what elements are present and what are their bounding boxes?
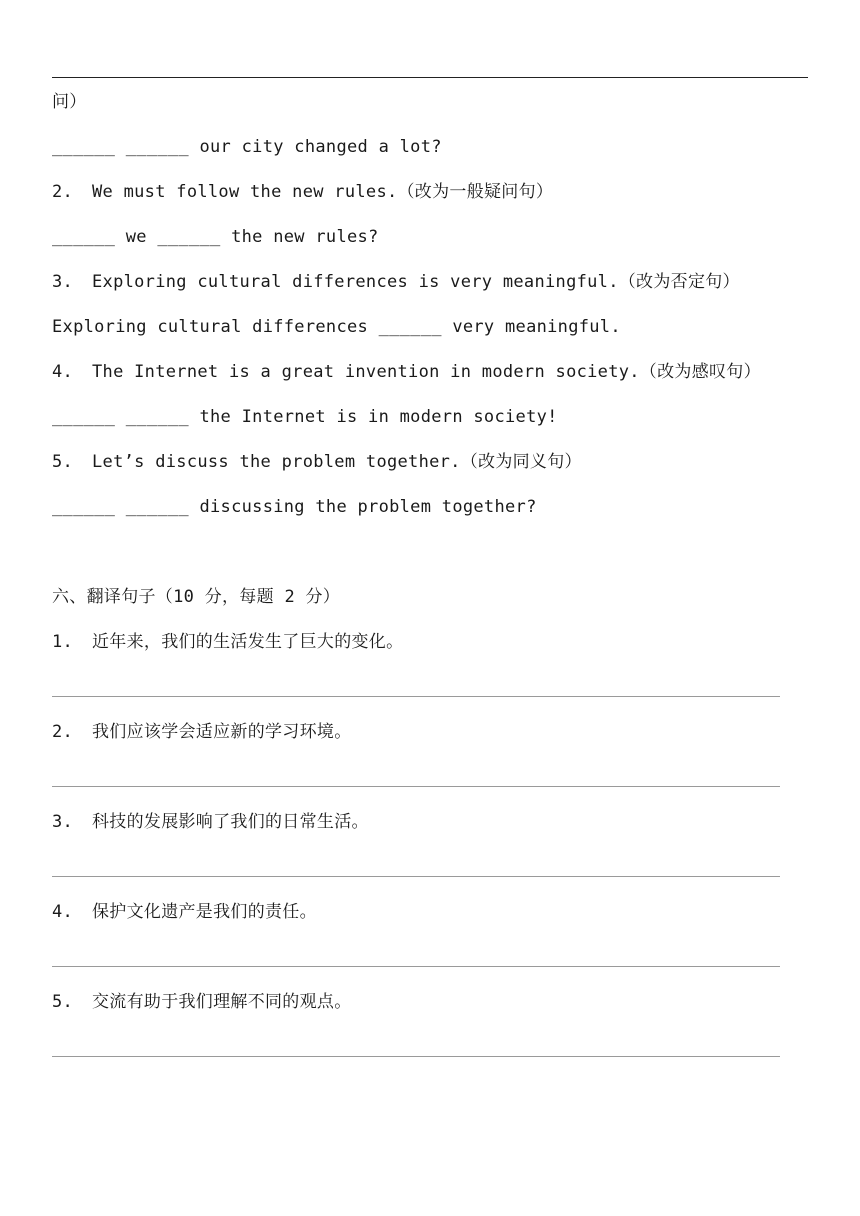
- translation-item-2: [52, 721, 352, 743]
- header-rule: [52, 77, 808, 78]
- section-heading: 六、翻译句子（10 分，每题 2 分）: [52, 587, 341, 607]
- writing-line-2[interactable]: [52, 786, 780, 787]
- question-3: [52, 271, 740, 293]
- question-prompt: Exploring cultural differences is very meaningful.（改为否定句）: [92, 272, 740, 292]
- question-prompt: The Internet is a great invention in modern society.（改为感叹句）: [92, 362, 761, 382]
- question-number: 2.: [52, 182, 74, 202]
- item-text: 近年来，我们的生活发生了巨大的变化。: [92, 632, 404, 652]
- translation-item-4: [52, 901, 317, 923]
- item-number: 3.: [52, 812, 74, 832]
- question-number: 5.: [52, 452, 74, 472]
- item-number: 1.: [52, 632, 74, 652]
- question-4: [52, 361, 761, 383]
- item-text: 我们应该学会适应新的学习环境。: [92, 722, 352, 742]
- item-number: 2.: [52, 722, 74, 742]
- question-2: [52, 181, 553, 203]
- translation-item-3: [52, 811, 369, 833]
- question-prompt: Let’s discuss the problem together.（改为同义句）: [92, 452, 582, 472]
- question-5: [52, 451, 582, 473]
- answer-blank-1: ______ ______ our city changed a lot?: [52, 137, 442, 157]
- item-text: 保护文化遗产是我们的责任。: [92, 902, 317, 922]
- answer-blank-5: ______ ______ discussing the problem together?: [52, 497, 537, 517]
- item-text: 交流有助于我们理解不同的观点。: [92, 992, 352, 1012]
- question-number: 3.: [52, 272, 74, 292]
- writing-line-5[interactable]: [52, 1056, 780, 1057]
- question-number: 4.: [52, 362, 74, 382]
- writing-line-1[interactable]: [52, 696, 780, 697]
- item-number: 4.: [52, 902, 74, 922]
- translation-item-1: [52, 631, 403, 653]
- item-number: 5.: [52, 992, 74, 1012]
- translation-item-5: [52, 991, 352, 1013]
- answer-blank-3: Exploring cultural differences ______ very meaningful.: [52, 317, 621, 337]
- answer-blank-4: ______ ______ the Internet is in modern society!: [52, 407, 558, 427]
- question-prompt: We must follow the new rules.（改为一般疑问句）: [92, 182, 554, 202]
- item-text: 科技的发展影响了我们的日常生活。: [92, 812, 369, 832]
- writing-line-4[interactable]: [52, 966, 780, 967]
- answer-blank-2: ______ we ______ the new rules?: [52, 227, 379, 247]
- writing-line-3[interactable]: [52, 876, 780, 877]
- question-continuation: 问）: [52, 92, 87, 112]
